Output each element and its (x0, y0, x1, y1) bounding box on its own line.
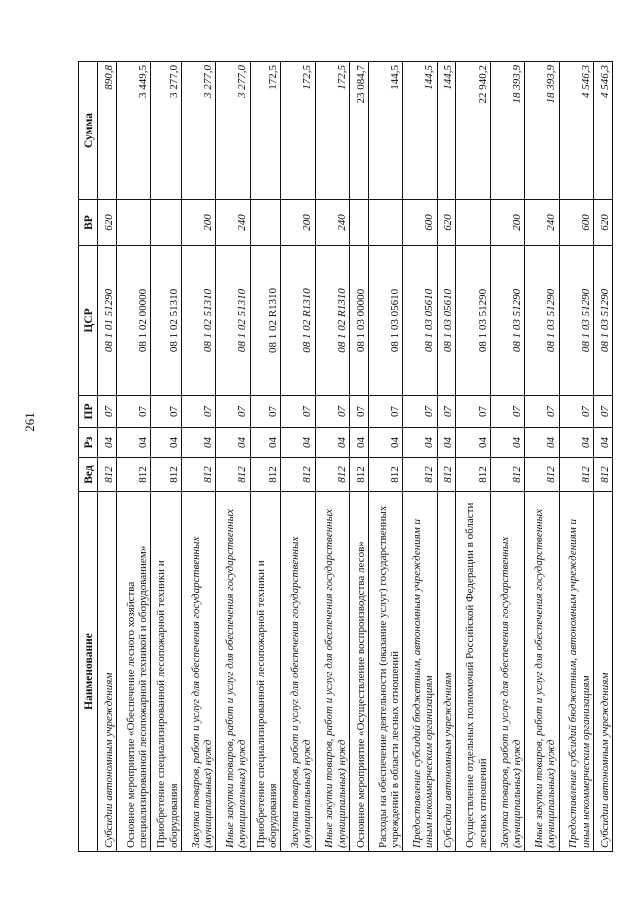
cell-name: Предоставление субсидий бюджетным, автономным учреждениям и иным некоммерческим организациям (403, 492, 437, 852)
cell-pr: 07 (216, 396, 250, 428)
cell-pr: 07 (116, 396, 150, 428)
table-row (315, 62, 349, 852)
cell-vr (456, 200, 490, 246)
cell-pr: 07 (525, 396, 559, 428)
cell-csr: 08 1 02 R1310 (281, 246, 315, 396)
cell-vr (350, 200, 369, 246)
cell-rz: 04 (490, 428, 524, 458)
cell-sum: 3 277,0 (181, 62, 215, 200)
cell-rz: 04 (151, 428, 182, 458)
header-pr: ПР (79, 396, 98, 428)
cell-name: Приобретение специализированной лесопожарной техники и оборудования (250, 492, 281, 852)
cell-vr: 240 (216, 200, 250, 246)
cell-vr: 600 (559, 200, 593, 246)
cell-csr: 08 1 02 00000 (116, 246, 150, 396)
cell-sum: 23 084,7 (350, 62, 369, 200)
cell-sum: 4 546,3 (593, 62, 612, 200)
cell-csr: 08 1 03 51290 (593, 246, 612, 396)
cell-vr: 240 (525, 200, 559, 246)
cell-pr: 07 (250, 396, 281, 428)
page-number: 261 (22, 412, 37, 432)
cell-vr (116, 200, 150, 246)
header-vr: ВР (79, 200, 98, 246)
cell-name: Субсидии автономным учреждениям (437, 492, 456, 852)
header-csr: ЦСР (79, 246, 98, 396)
cell-ved: 812 (181, 458, 215, 492)
cell-csr: 08 1 03 00000 (350, 246, 369, 396)
cell-ved: 812 (403, 458, 437, 492)
table-header-row (79, 62, 98, 852)
table-row (250, 62, 281, 852)
cell-pr: 07 (593, 396, 612, 428)
cell-sum: 3 449,5 (116, 62, 150, 200)
cell-ved: 812 (116, 458, 150, 492)
cell-sum: 4 546,3 (559, 62, 593, 200)
cell-name: Иные закупки товаров, работ и услуг для обеспечения государственных (муниципальных) нужд (315, 492, 349, 852)
cell-ved: 812 (437, 458, 456, 492)
cell-rz: 04 (181, 428, 215, 458)
cell-name: Предоставление субсидий бюджетным, автономным учреждениям и иным некоммерческим организациям (559, 492, 593, 852)
table-row (368, 62, 402, 852)
cell-rz: 04 (98, 428, 117, 458)
cell-name: Закупка товаров, работ и услуг для обеспечения государственных (муниципальных) нужд (281, 492, 315, 852)
cell-vr: 600 (403, 200, 437, 246)
cell-ved: 812 (216, 458, 250, 492)
cell-sum: 22 940,2 (456, 62, 490, 200)
cell-vr (250, 200, 281, 246)
cell-ved: 812 (151, 458, 182, 492)
cell-csr: 08 1 02 R1310 (250, 246, 281, 396)
table-row (437, 62, 456, 852)
table-row (98, 62, 117, 852)
cell-pr: 07 (181, 396, 215, 428)
cell-rz: 04 (456, 428, 490, 458)
cell-pr: 07 (437, 396, 456, 428)
cell-name: Иные закупки товаров, работ и услуг для обеспечения государственных (муниципальных) нужд (216, 492, 250, 852)
cell-csr: 08 1 03 51290 (559, 246, 593, 396)
cell-ved: 812 (98, 458, 117, 492)
cell-csr: 08 1 03 51290 (490, 246, 524, 396)
cell-sum: 3 277,0 (151, 62, 182, 200)
cell-vr: 620 (98, 200, 117, 246)
cell-sum: 144,5 (403, 62, 437, 200)
cell-rz: 04 (281, 428, 315, 458)
cell-csr: 08 1 02 51310 (216, 246, 250, 396)
table-row (216, 62, 250, 852)
cell-rz: 04 (559, 428, 593, 458)
cell-sum: 172,5 (250, 62, 281, 200)
cell-ved: 812 (315, 458, 349, 492)
cell-pr: 07 (151, 396, 182, 428)
cell-sum: 144,5 (437, 62, 456, 200)
cell-csr: 08 1 01 51290 (98, 246, 117, 396)
cell-csr: 08 1 03 51290 (456, 246, 490, 396)
header-name: Наименование (79, 492, 98, 852)
cell-csr: 08 1 03 05610 (368, 246, 402, 396)
table-row (559, 62, 593, 852)
table-body (98, 62, 613, 852)
cell-rz: 04 (368, 428, 402, 458)
cell-pr: 07 (281, 396, 315, 428)
table-row (281, 62, 315, 852)
cell-rz: 04 (116, 428, 150, 458)
table-row (116, 62, 150, 852)
cell-ved: 812 (368, 458, 402, 492)
cell-pr: 07 (403, 396, 437, 428)
table-row (181, 62, 215, 852)
cell-vr (151, 200, 182, 246)
cell-ved: 812 (350, 458, 369, 492)
cell-ved: 812 (281, 458, 315, 492)
cell-rz: 04 (250, 428, 281, 458)
table-row (525, 62, 559, 852)
cell-rz: 04 (403, 428, 437, 458)
cell-pr: 07 (315, 396, 349, 428)
budget-table (78, 61, 613, 852)
cell-rz: 04 (216, 428, 250, 458)
cell-name: Основное мероприятие «Осуществление воспроизводства лесов» (350, 492, 369, 852)
cell-csr: 08 1 03 51290 (525, 246, 559, 396)
cell-pr: 07 (490, 396, 524, 428)
cell-ved: 812 (456, 458, 490, 492)
cell-pr: 07 (98, 396, 117, 428)
cell-name: Расходы на обеспечение деятельности (оказание услуг) государственных учреждений в области лесных отношений (368, 492, 402, 852)
cell-name: Основное мероприятие «Обеспечение лесного хозяйства специализированной лесопожарной техникой и оборудованием» (116, 492, 150, 852)
cell-name: Закупка товаров, работ и услуг для обеспечения государственных (муниципальных) нужд (181, 492, 215, 852)
table-row (403, 62, 437, 852)
cell-sum: 890,8 (98, 62, 117, 200)
cell-ved: 812 (559, 458, 593, 492)
cell-name: Иные закупки товаров, работ и услуг для обеспечения государственных (муниципальных) нужд (525, 492, 559, 852)
cell-pr: 07 (456, 396, 490, 428)
cell-sum: 172,5 (315, 62, 349, 200)
table-row (350, 62, 369, 852)
cell-rz: 04 (593, 428, 612, 458)
cell-rz: 04 (525, 428, 559, 458)
table-row (456, 62, 490, 852)
cell-ved: 812 (490, 458, 524, 492)
cell-rz: 04 (350, 428, 369, 458)
cell-name: Осуществление отдельных полномочий Российской Федерации в области лесных отношений (456, 492, 490, 852)
table-row (151, 62, 182, 852)
rotated-table-wrapper (78, 62, 613, 852)
cell-ved: 812 (593, 458, 612, 492)
cell-vr: 200 (181, 200, 215, 246)
table-row (490, 62, 524, 852)
cell-vr: 200 (281, 200, 315, 246)
header-ved: Вед (79, 458, 98, 492)
cell-name: Субсидии автономным учреждениям (593, 492, 612, 852)
cell-csr: 08 1 03 05610 (403, 246, 437, 396)
header-sum: Сумма (79, 62, 98, 200)
cell-vr: 620 (437, 200, 456, 246)
cell-ved: 812 (250, 458, 281, 492)
cell-pr: 07 (368, 396, 402, 428)
cell-csr: 08 1 02 51310 (181, 246, 215, 396)
cell-pr: 07 (350, 396, 369, 428)
cell-rz: 04 (437, 428, 456, 458)
header-rz: Рз (79, 428, 98, 458)
cell-vr: 620 (593, 200, 612, 246)
cell-name: Приобретение специализированной лесопожарной техники и оборудования (151, 492, 182, 852)
cell-name: Закупка товаров, работ и услуг для обеспечения государственных (муниципальных) нужд (490, 492, 524, 852)
cell-csr: 08 1 02 51310 (151, 246, 182, 396)
cell-sum: 18 393,9 (525, 62, 559, 200)
cell-pr: 07 (559, 396, 593, 428)
cell-sum: 18 393,9 (490, 62, 524, 200)
cell-name: Субсидии автономным учреждениям (98, 492, 117, 852)
cell-csr: 08 1 02 R1310 (315, 246, 349, 396)
table-row (593, 62, 612, 852)
cell-vr (368, 200, 402, 246)
cell-ved: 812 (525, 458, 559, 492)
cell-vr: 200 (490, 200, 524, 246)
cell-vr: 240 (315, 200, 349, 246)
cell-rz: 04 (315, 428, 349, 458)
cell-sum: 172,5 (281, 62, 315, 200)
cell-csr: 08 1 03 05610 (437, 246, 456, 396)
cell-sum: 144,5 (368, 62, 402, 200)
cell-sum: 3 277,0 (216, 62, 250, 200)
